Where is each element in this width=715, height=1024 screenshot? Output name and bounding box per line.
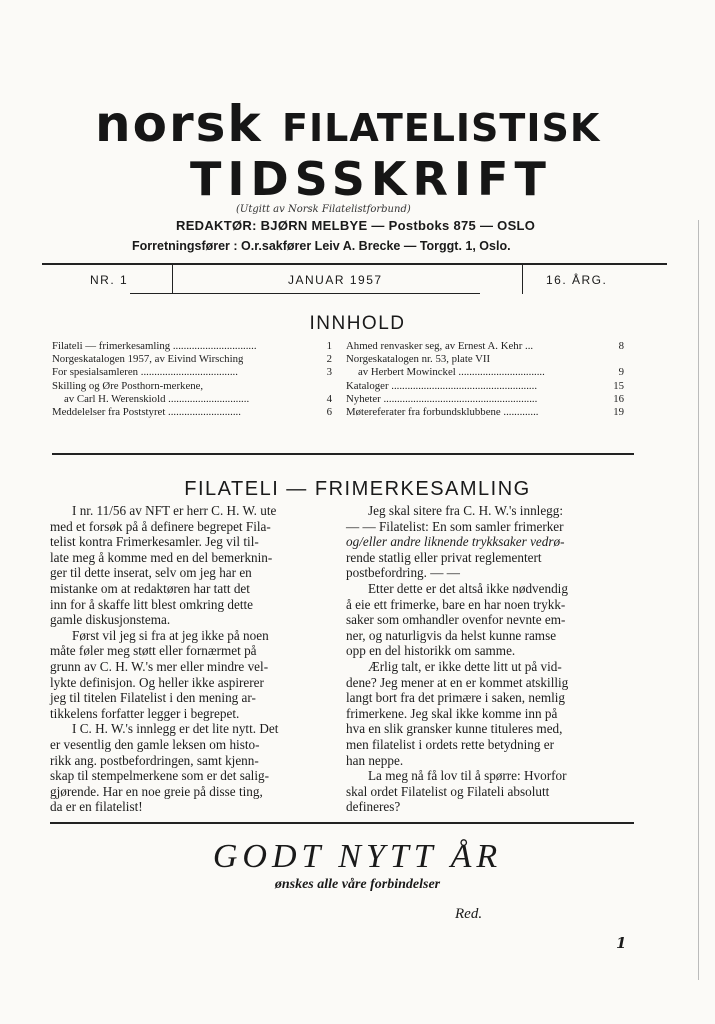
toc-entry-title: av Herbert Mowinckel ................................ (358, 366, 545, 379)
article-line: lykte definisjon. Og heller ikke aspirerer (50, 674, 264, 690)
greeting-signature: Red. (455, 906, 483, 922)
masthead-title-line1 (95, 96, 615, 156)
article-line: jeg til titelen Filatelist i den mening ar- (50, 690, 256, 706)
article-line: mistanke om at redaktøren har tatt det (50, 580, 250, 596)
toc-entry-page: 8 (618, 340, 624, 352)
article-line: han neppe. (346, 752, 404, 768)
article-line: hva en slik gransker kunne tituleres med, (346, 721, 563, 737)
toc-entry (52, 393, 332, 406)
toc-entry (52, 406, 332, 419)
article-line: Ærlig talt, er ikke dette litt ut på vid- (368, 658, 562, 674)
article-line: måte føler meg støtt eller fornærmet på (50, 643, 257, 659)
article-line: og/eller andre liknende trykksaker vedrø- (346, 534, 565, 550)
article-title: FILATELI — FRIMERKESAMLING (184, 478, 531, 500)
article-line: — — Filatelist: En som samler frimerker (346, 518, 564, 534)
article-line: skal ordet Filatelist og Filateli absolutt (346, 783, 550, 799)
toc-entry-page (328, 380, 332, 393)
business-manager-line: Forretningsfører : O.r.sakfører Leiv A. Brecke — Torggt. 1, Oslo. (132, 239, 511, 253)
article-line: opp en del historikk om samme. (346, 643, 516, 659)
toc-entry-title: Norgeskatalogen 1957, av Eivind Wirsching (52, 353, 244, 366)
article-line: inn for å skaffe litt blest omkring dette (50, 596, 254, 612)
article-line: La meg nå få lov til å spørre: Hvorfor (368, 768, 567, 784)
issue-bar-divider (172, 264, 173, 294)
article-line: late meg å komme med en del bemerknin- (50, 549, 273, 565)
editor-line: REDAKTØR: BJØRN MELBYE — Postboks 875 — OSLO (176, 218, 536, 233)
toc-entry-page: 19 (613, 406, 624, 419)
toc-entry (346, 353, 624, 366)
issue-year: 16. ÅRG. (546, 273, 608, 287)
toc-entry (346, 393, 624, 406)
article-line: postbefordring. — — (346, 565, 460, 581)
toc-entry-title: Filateli — frimerkesamling ............................... (52, 340, 257, 352)
article-line: grunn av C. H. W.'s mer eller mindre vel- (50, 658, 269, 674)
toc-entry-title: Meddelelser fra Poststyret ........................... (52, 406, 241, 419)
article-column-left (50, 503, 334, 815)
article-line: da er en filatelist! (50, 799, 143, 815)
masthead-filatelistisk: FILATELISTISK (282, 106, 601, 150)
article-line: å eie ett frimerke, bare en har noen trykk- (346, 596, 566, 612)
toc-entry (346, 380, 624, 393)
toc-entry (52, 380, 332, 393)
toc-entry-page: 6 (326, 406, 332, 419)
publisher-note: (Utgitt av Norsk Filatelistforbund) (236, 204, 411, 215)
article-line: I C. H. W.'s innlegg er det lite nytt. Det (72, 721, 279, 737)
toc-entry-title: Skilling og Øre Posthorn-merkene, (52, 379, 204, 392)
article-line: frimerkene. Jeg skal ikke komme inn på (346, 705, 558, 721)
toc-entry-page: 3 (326, 366, 332, 379)
toc-entry-page: 4 (326, 392, 332, 405)
toc-entry (52, 353, 332, 366)
issue-bar (42, 264, 667, 294)
toc-entry-title: Nyheter ......................................................... (346, 392, 538, 405)
new-year-greeting: GODT NYTT ÅR (212, 838, 503, 875)
toc-entry (346, 406, 624, 419)
article-line: langt bort fra det primære i saken, nemlig (346, 690, 565, 706)
toc-entry-page: 1 (326, 340, 332, 352)
article-line: saker som omhandler ovenfor nevnte em- (346, 612, 566, 628)
toc-entry-page: 15 (613, 379, 624, 392)
toc-entry (346, 340, 624, 353)
issue-date: JANUAR 1957 (288, 273, 383, 287)
article-line: er vesentlig den gamle leksen om histo- (50, 736, 260, 752)
article-line: tikkelens forfatter legger i begrepet. (50, 705, 240, 721)
toc-entry (52, 340, 332, 353)
article-line: telist kontra Frimerkesamler. Jeg vil til- (50, 534, 259, 550)
masthead-title-line2: TIDSSKRIFT (190, 152, 552, 206)
article-line: gamle diskusjonstema. (50, 612, 171, 628)
issue-bar-divider (522, 264, 523, 294)
toc-entry (52, 366, 332, 379)
greeting-subtitle: ønskes alle våre forbindelser (274, 877, 441, 892)
article-line: men filatelist i ordets rette betydning er (346, 736, 555, 752)
toc-entry-title: av Carl H. Werenskiold .............................. (64, 392, 250, 405)
toc-heading: INNHOLD (309, 313, 406, 334)
article-line: rikk ang. postbefordringen, samt kjenn- (50, 752, 259, 768)
article-line: ger til dette inserat, selv om jeg har en (50, 565, 252, 581)
toc-entry-title: Ahmed renvasker seg, av Ernest A. Kehr ... (346, 340, 534, 352)
toc-entry-title: Kataloger ...................................................... (346, 379, 538, 392)
toc-bottom-rule (52, 453, 634, 455)
toc-entry-title: For spesialsamleren .................................... (52, 366, 238, 379)
toc-entry-title: Norgeskatalogen nr. 53, plate VII (346, 353, 491, 366)
article-line: rende statlig eller privat reglementert (346, 549, 542, 565)
toc-right-column (346, 340, 624, 419)
page-edge-rule (698, 220, 699, 980)
toc-entry-page: 2 (326, 353, 332, 366)
article-line: Jeg skal sitere fra C. H. W.'s innlegg: (368, 503, 564, 518)
masthead-norsk: norsk (95, 95, 263, 153)
article-line: dene? Jeg mener at en er kommet atskillig (346, 674, 569, 690)
page-number: 1 (616, 934, 627, 952)
toc-entry-title: Møtereferater fra forbundsklubbene ............. (346, 406, 539, 419)
article-line: ner, og naturligvis da helst kunne ramse (346, 627, 557, 643)
article-line: med et forsøk på å definere begrepet Fila- (50, 518, 271, 534)
article-line: Etter dette er det altså ikke nødvendig (368, 580, 568, 596)
toc-left-column (52, 340, 332, 419)
article-bottom-rule (50, 822, 634, 824)
toc-entry (346, 366, 624, 379)
article-line: Først vil jeg si fra at jeg ikke på noen (72, 627, 269, 643)
toc-entry-page (620, 353, 624, 366)
issue-bar-bottom-rule (130, 293, 480, 294)
toc-entry-page: 16 (613, 392, 624, 405)
toc-entry-page: 9 (618, 366, 624, 379)
article-line: gjørende. Har en noe greie på disse ting, (50, 783, 263, 799)
article-line: skap til stempelmerkene som er det salig- (50, 768, 269, 784)
article-column-right (346, 503, 630, 815)
article-line: defineres? (346, 799, 401, 815)
article-line: I nr. 11/56 av NFT er herr C. H. W. ute (72, 503, 277, 518)
issue-number: NR. 1 (90, 273, 129, 287)
